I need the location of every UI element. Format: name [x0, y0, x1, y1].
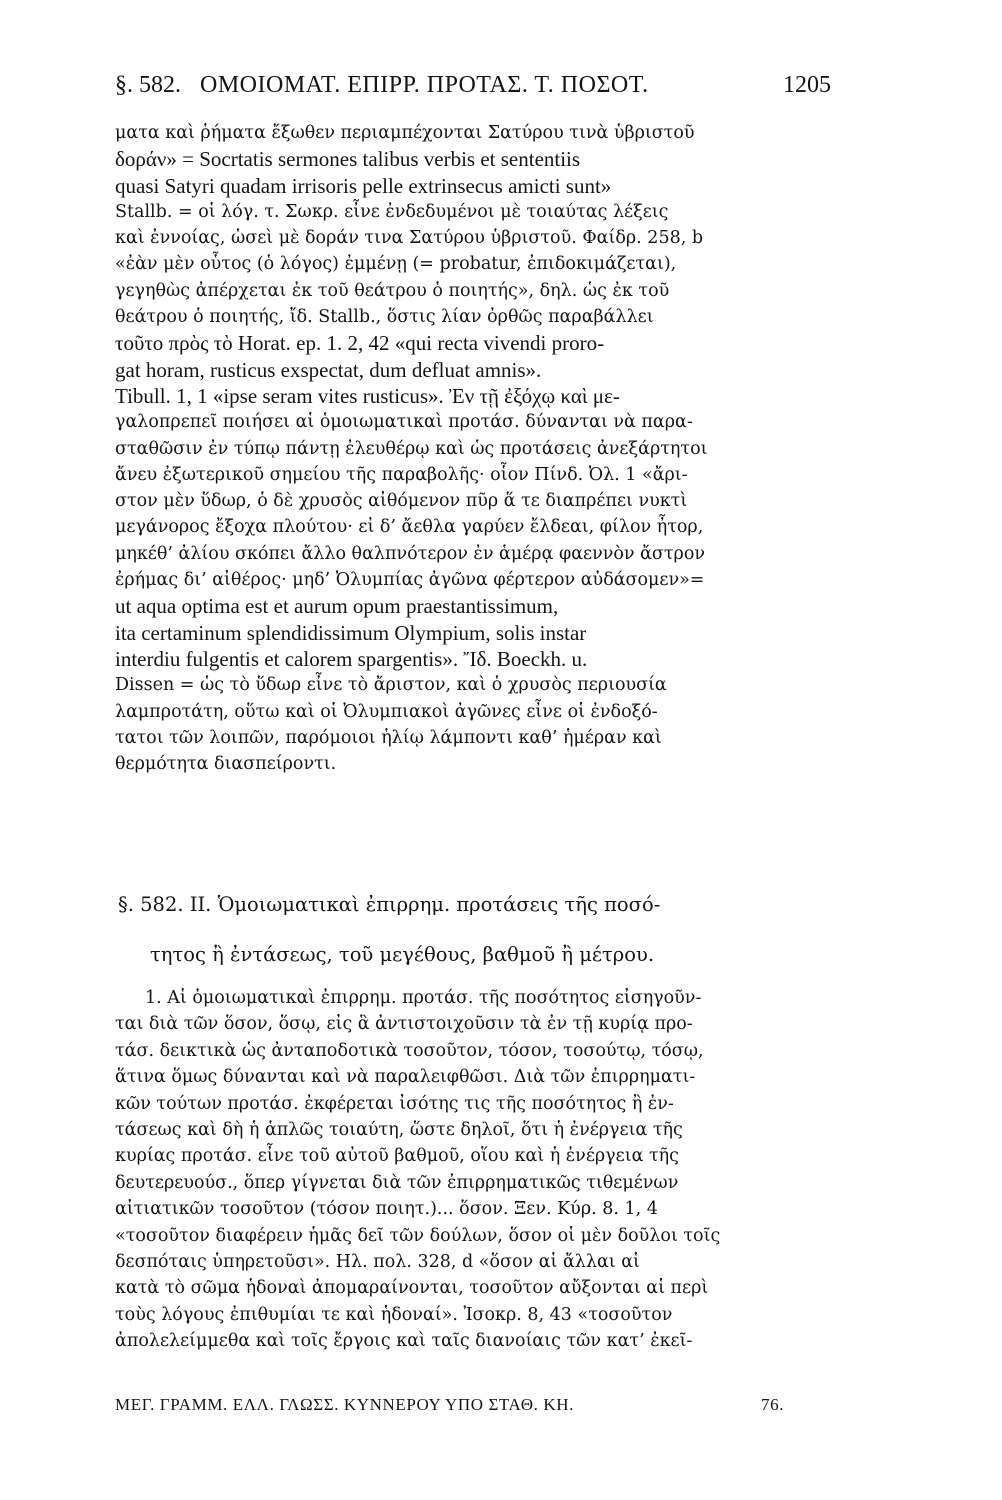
text-line: στον μὲν ὕδωρ, ὁ δὲ χρυσὸς αἰθόμενον πῦρ ἅ τε διαπρέπει νυκτὶ	[115, 491, 688, 512]
text-line: τάσ. δεικτικὰ ὡς ἀνταποδοτικὰ τοσοῦτον, τόσον, τοσούτῳ, τόσῳ,	[115, 1040, 704, 1061]
text-line: interdiu fulgentis et calorem spargentis». Ἴδ. Boeckh. u.	[115, 646, 588, 671]
text-line: quasi Satyri quadam irrisoris pelle extrinsecus amicti sunt»	[115, 173, 612, 198]
body-text-block	[115, 120, 831, 777]
text-line: θερμότητα διασπείροντι.	[115, 754, 337, 775]
text-line: δευτερευούσ., ὅπερ γίγνεται διὰ τῶν ἐπιρρηματικῶς τιθεμένων	[115, 1172, 679, 1193]
page-number: 1205	[783, 72, 831, 98]
section-heading-line: τητος ἢ ἐντάσεως, τοῦ μεγέθους, βαθμοῦ ἢ μέτρου.	[150, 943, 655, 966]
section-heading	[118, 880, 834, 980]
text-line: κῶν τούτων προτάσ. ἐκφέρεται ἰσότης τις τῆς ποσότητος ἢ ἐν-	[115, 1093, 674, 1114]
text-line: κατὰ τὸ σῶμα ἡδοναὶ ἀπομαραίνονται, τοσοῦτον αὔξονται αἱ περὶ	[115, 1278, 709, 1299]
text-line: 1. Αἱ ὁμοιωματικαὶ ἐπιρρημ. προτάσ. τῆς ποσότητος εἰσηγοῦν-	[145, 988, 702, 1008]
signature-text: ΜΕΓ. ΓΡΑΜΜ. ΕΛΛ. ΓΛΩΣΣ. ΚΥΝΝΕΡΟΥ ΥΠΟ ΣΤΑΘ. ΚΗ.	[115, 1395, 574, 1414]
text-line: ἀπολελείμμεθα καὶ τοῖς ἔργοις καὶ ταῖς διανοίαις τῶν κατ’ ἐκεῖ-	[115, 1331, 693, 1352]
text-line: δεσπόταις ὑπηρετοῦσι». Ηλ. πολ. 328, d «ὅσον αἱ ἄλλαι αἱ	[115, 1251, 640, 1272]
text-line: ita certaminum splendidissimum Olympium, solis instar	[115, 620, 587, 645]
text-line: καὶ ἐννοίας, ὡσεὶ μὲ δοράν τινα Σατύρου ὑβριστοῦ. Φαίδρ. 258, b	[115, 228, 704, 249]
text-line: αἰτιατικῶν τοσοῦτον (τόσον ποιητ.)... ὅσον. Ξεν. Κύρ. 8. 1, 4	[115, 1199, 658, 1220]
text-line: τοὺς λόγους ἐπιθυμίαι τε καὶ ἡδοναί». Ἰσοκρ. 8, 43 «τοσοῦτον	[115, 1304, 673, 1325]
text-line: γαλοπρεπεῖ ποιήσει αἱ ὁμοιωματικαὶ προτάσ. δύνανται νὰ παρα-	[115, 412, 693, 433]
text-line: «ἐὰν μὲν οὗτος (ὁ λόγος) ἐμμένῃ (= probatur, ἐπιδοκιμάζεται),	[115, 254, 677, 275]
text-line: θεάτρου ὁ ποιητής, ἴδ. Stallb., ὅστις λίαν ὀρθῶς παραβάλλει	[115, 307, 654, 328]
text-line: γεγηθὼς ἀπέρχεται ἐκ τοῦ θεάτρου ὁ ποιητής», δηλ. ὡς ἐκ τοῦ	[115, 280, 670, 301]
signature-number: 76.	[761, 1395, 785, 1414]
text-line: ut aqua optima est et aurum opum praestantissimum,	[115, 594, 559, 619]
text-line: δοράν» = Socrtatis sermones talibus verbis et sententiis	[115, 147, 581, 172]
text-line: gat horam, rusticus exspectat, dum defluat amnis».	[115, 357, 542, 382]
text-line: Stallb. = οἱ λόγ. τ. Σωκρ. εἶνε ἐνδεδυμένοι μὲ τοιαύτας λέξεις	[115, 201, 669, 222]
section-body-text	[115, 985, 831, 1354]
text-line: σταθῶσιν ἐν τύπῳ πάντῃ ἐλευθέρῳ καὶ ὡς προτάσεις ἀνεξάρτητοι	[115, 438, 708, 459]
text-line: τάσεως καὶ δὴ ἡ ἁπλῶς τοιαύτη, ὥστε δηλοῖ, ὅτι ἡ ἐνέργεια τῆς	[115, 1119, 683, 1140]
text-line: ματα καὶ ῥήματα ἔξωθεν περιαμπέχονται Σατύρου τινὰ ὑβριστοῦ	[115, 123, 695, 143]
text-line: τατοι τῶν λοιπῶν, παρόμοιοι ἡλίῳ λάμποντι καθ’ ἡμέραν καὶ	[115, 727, 662, 748]
text-line: ἅτινα ὅμως δύνανται καὶ νὰ παραλειφθῶσι. Διὰ τῶν ἐπιρρηματι-	[115, 1067, 696, 1088]
text-line: λαμπροτάτη, οὕτω καὶ οἱ Ὀλυμπιακοὶ ἀγῶνες εἶνε οἱ ἐνδοξό-	[115, 701, 658, 722]
header-title: ΟΜΟΙΟΜΑΤ. ΕΠΙΡΡ. ΠΡΟΤΑΣ. Τ. ΠΟΣΟΤ.	[200, 72, 649, 98]
running-header	[115, 72, 831, 108]
text-line: τοῦτο πρὸς τὸ Horat. ep. 1. 2, 42 «qui recta vivendi proro-	[115, 331, 605, 356]
text-line: μεγάνορος ἔξοχα πλούτου· εἰ δ’ ἄεθλα γαρύεν ἔλδεαι, φίλον ἦτορ,	[115, 517, 704, 538]
text-line: «τοσοῦτον διαφέρειν ἡμᾶς δεῖ τῶν δούλων, ὅσον οἱ μὲν δοῦλοι τοῖς	[115, 1225, 721, 1246]
text-line: κυρίας προτάσ. εἶνε τοῦ αὐτοῦ βαθμοῦ, οἵου καὶ ἡ ἐνέργεια τῆς	[115, 1146, 679, 1167]
header-section-number: §. 582.	[115, 72, 181, 98]
text-line: Tibull. 1, 1 «ipse seram vites rusticus». Ἐν τῇ ἐξόχῳ καὶ με-	[115, 383, 620, 408]
text-line: Dissen = ὡς τὸ ὕδωρ εἶνε τὸ ἄριστον, καὶ ὁ χρυσὸς περιουσία	[115, 675, 667, 696]
text-line: ἐρήμας δι’ αἰθέρος· μηδ’ Ὀλυμπίας ἀγῶνα φέρτερον αὐδάσομεν»=	[115, 570, 705, 591]
text-line: μηκέθ’ ἀλίου σκόπει ἄλλο θαλπνότερον ἐν ἁμέρᾳ φαεννὸν ἄστρον	[115, 543, 706, 564]
section-heading-line: §. 582. II. Ὁμοιωματικαὶ ἐπιρρημ. προτάσεις τῆς ποσό-	[118, 893, 661, 916]
text-line: ται διὰ τῶν ὅσον, ὅσῳ, εἰς ἃ ἀντιστοιχοῦσιν τὰ ἐν τῇ κυρίᾳ προ-	[115, 1014, 693, 1035]
text-line: ἄνευ ἐξωτερικοῦ σημείου τῆς παραβολῆς· οἷον Πίνδ. Ὀλ. 1 «ἄρι-	[115, 464, 688, 485]
